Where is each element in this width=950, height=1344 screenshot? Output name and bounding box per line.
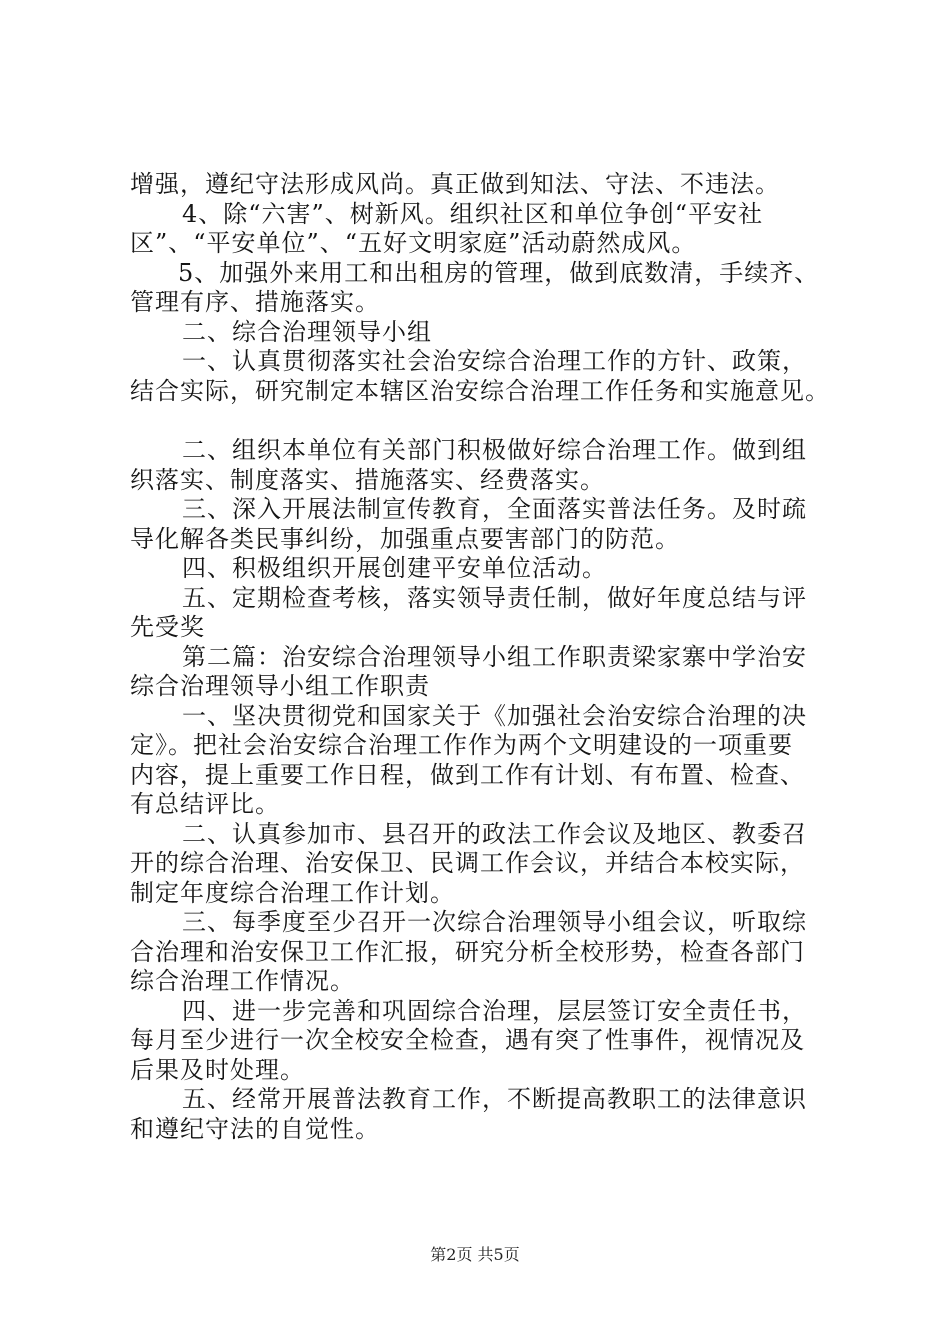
- text-line: 开的综合治理、治安保卫、民调工作会议，并结合本校实际，: [130, 849, 805, 877]
- text-line: 4、除“六害”、树新风。组织社区和单位争创“平安社: [182, 199, 764, 228]
- text-line: 一、认真贯彻落实社会治安综合治理工作的方针、政策，: [182, 347, 807, 375]
- text-line: 内容，提上重要工作日程，做到工作有计划、有布置、检查、: [130, 760, 805, 789]
- text-line: 织落实、制度落实、措施落实、经费落实。: [130, 465, 605, 494]
- section-heading: 第二篇：治安综合治理领导小组工作职责梁家寨中学治安: [182, 642, 807, 671]
- text-line: 区”、“平安单位”、“五好文明家庭”活动蔚然成风。: [130, 229, 697, 257]
- text-line: 四、进一步完善和巩固综合治理，层层签订安全责任书，: [182, 996, 807, 1025]
- text-line: 一、坚决贯彻党和国家关于《加强社会治安综合治理的决: [182, 701, 807, 730]
- text-line: 先受奖: [130, 613, 205, 641]
- text-line: 有总结评比。: [130, 790, 280, 818]
- document-body: [130, 170, 840, 1144]
- text-line: 后果及时处理。: [130, 1055, 305, 1084]
- section-heading: 综合治理领导小组工作职责: [130, 672, 430, 700]
- text-line: 三、每季度至少召开一次综合治理领导小组会议，听取综: [182, 908, 807, 936]
- text-line: 结合实际，研究制定本辖区治安综合治理工作任务和实施意见。: [130, 376, 830, 405]
- text-line: 5、加强外来用工和出租房的管理，做到底数清，手续齐、: [178, 258, 820, 287]
- text-line: 五、定期检查考核，落实领导责任制，做好年度总结与评: [182, 583, 807, 612]
- section-heading: 二、综合治理领导小组: [182, 317, 432, 346]
- text-line: 和遵纪守法的自觉性。: [130, 1114, 380, 1143]
- text-line: 定》。把社会治安综合治理工作作为两个文明建设的一项重要: [130, 731, 793, 759]
- text-line: 管理有序、措施落实。: [130, 288, 380, 316]
- text-line: 综合治理工作情况。: [130, 967, 355, 995]
- text-line: 增强，遵纪守法形成风尚。真正做到知法、守法、不违法。: [130, 170, 780, 198]
- text-line: 四、积极组织开展创建平安单位活动。: [182, 554, 607, 582]
- text-line: 二、组织本单位有关部门积极做好综合治理工作。做到组: [182, 436, 807, 464]
- text-line: 三、深入开展法制宣传教育，全面落实普法任务。及时疏: [182, 495, 807, 523]
- text-line: 每月至少进行一次全校安全检查，遇有突了性事件，视情况及: [130, 1026, 805, 1054]
- text-line: 制定年度综合治理工作计划。: [130, 878, 455, 907]
- text-line: 合治理和治安保卫工作汇报，研究分析全校形势，检查各部门: [130, 937, 805, 966]
- text-line: 二、认真参加市、县召开的政法工作会议及地区、教委召: [182, 819, 807, 848]
- paragraph-gap: [130, 406, 840, 436]
- text-line: 导化解各类民事纠纷，加强重点要害部门的防范。: [130, 524, 680, 553]
- text-line: 五、经常开展普法教育工作，不断提高教职工的法律意识: [182, 1085, 807, 1113]
- page-number: 第2页 共5页: [430, 1245, 520, 1264]
